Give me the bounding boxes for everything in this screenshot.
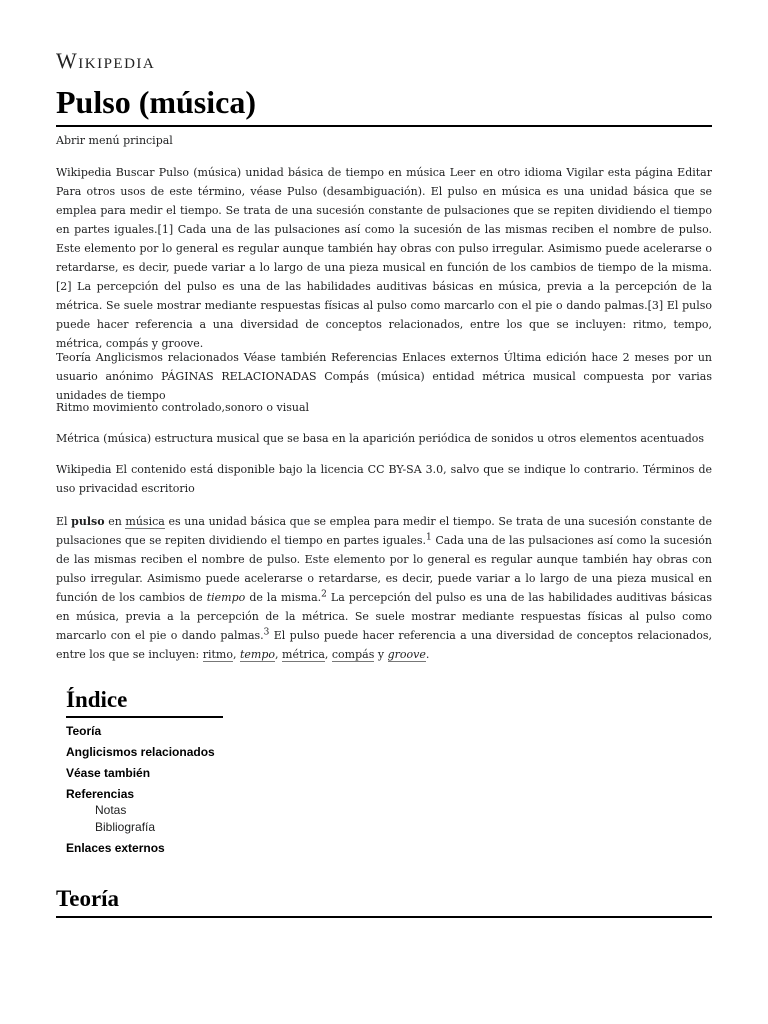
toc-item-teoria[interactable]: Teoría: [66, 724, 102, 738]
table-of-contents: [66, 684, 366, 862]
toc-item-anglicismos[interactable]: Anglicismos relacionados: [66, 745, 215, 759]
related-ritmo-paragraph: Ritmo movimiento controlado,sonoro o visual: [56, 401, 310, 414]
intro-text: Cada una de las pulsaciones así como la sucesión de las mismas reciben el nombre de pulso. Este elemento por lo general es regular aunque también hay obras con pulso irregular. Asimismo puede acelerarse o retardarse, es decir, puede variar a lo largo de una pieza musical en función de los cambios de: [56, 534, 712, 604]
toc-item-referencias[interactable]: [66, 787, 366, 834]
toc-divider: [66, 716, 223, 718]
link-tempo-text: tempo: [239, 648, 276, 661]
link-groove[interactable]: [388, 648, 426, 662]
separator: y: [374, 648, 388, 661]
separator: ,: [275, 648, 283, 661]
title-divider: [56, 125, 712, 127]
link-groove-text: groove: [387, 648, 426, 661]
toc-item-referencias-label[interactable]: Referencias: [66, 787, 135, 801]
open-main-menu-link[interactable]: Abrir menú principal: [56, 134, 173, 147]
italic-tiempo: tiempo: [206, 591, 246, 604]
separator: ,: [324, 648, 332, 661]
toc-title: Índice: [66, 687, 128, 712]
footer-license-paragraph: Wikipedia El contenido está disponible bajo la licencia CC BY-SA 3.0, salvo que se indique lo contrario. Términos de uso privacidad escritorio: [56, 463, 712, 495]
link-ritmo[interactable]: ritmo: [202, 648, 233, 661]
toc-item-vease-tambien[interactable]: Véase también: [66, 766, 151, 780]
intro-text: El pulso puede hacer referencia a una diversidad de conceptos relacionados, entre los que se incluyen:: [56, 629, 712, 661]
related-metrica-paragraph: Métrica (música) estructura musical que se basa en la aparición periódica de sonidos u otros elementos acentuados: [56, 432, 705, 445]
section-heading-teoria: Teoría: [56, 886, 120, 911]
separator: ,: [232, 648, 240, 661]
reference-2[interactable]: 2: [321, 589, 327, 600]
intro-text: La percepción del pulso es una de las habilidades auditivas básicas en música, previa a la percepción de la métrica. Se suele mostrar mediante respuestas físicas al pulso como marcarlo con el pie o dando palmas.: [56, 591, 713, 642]
intro-text: es una unidad básica que se emplea para medir el tiempo. Se trata de una sucesión constante de pulsaciones que se repiten dividiendo el tiempo en partes iguales.: [56, 515, 712, 547]
bold-term-pulso: pulso: [71, 515, 105, 528]
wikipedia-wordmark[interactable]: Wikipedia: [56, 48, 156, 73]
link-metrica[interactable]: métrica: [282, 648, 325, 661]
reference-3[interactable]: 3: [263, 627, 270, 638]
intro-text: El: [56, 515, 72, 528]
link-compas[interactable]: compás: [331, 648, 375, 661]
toc-sublist: [95, 803, 366, 834]
related-pages-paragraph: Teoría Anglicismos relacionados Véase también Referencias Enlaces externos Última edición hace 2 meses por un usuario anónimo PÁGINAS RELACIONADAS Compás (música) entidad métrica musical compuesta por varias unidades de tiempo: [56, 351, 712, 402]
scraped-text-paragraph: Wikipedia Buscar Pulso (música) unidad básica de tiempo en música Leer en otro idioma Vigilar esta página Editar Para otros usos de este término, véase Pulso (desambiguación). El pulso en música es una unidad básica que se emplea para medir el tiempo. Se trata de una sucesión constante de pulsaciones que se repiten dividiendo el tiempo en partes iguales.[1] Cada una de las pulsaciones así como la sucesión de las mismas reciben el nombre de pulso. Este elemento por lo general es regular aunque también hay obras con pulso irregular. Asimismo puede acelerarse o retardarse, es decir, puede variar a lo largo de una pieza musical en función de los cambios de tiempo de la misma.[2] La percepción del pulso es una de las habilidades auditivas básicas en música, previa a la percepción de la métrica. Se suele mostrar mediante respuestas físicas al pulso como marcarlo con el pie o dando palmas.[3] El pulso puede hacer referencia a una diversidad de conceptos relacionados, entre los que se incluyen: ritmo, tempo, métrica, compás y groove.: [56, 166, 712, 350]
intro-text: de la misma.: [245, 591, 322, 604]
link-tempo[interactable]: [240, 648, 275, 662]
section-divider: [56, 916, 712, 918]
link-musica[interactable]: música: [125, 515, 165, 528]
toc-list: [66, 724, 366, 855]
article-intro-paragraph: [56, 512, 712, 664]
toc-subitem-bibliografia[interactable]: Bibliografía: [95, 820, 156, 834]
intro-text: .: [425, 648, 430, 661]
page-title: Pulso (música): [56, 84, 256, 120]
toc-subitem-notas[interactable]: Notas: [95, 803, 127, 817]
toc-item-enlaces-externos[interactable]: Enlaces externos: [66, 841, 165, 855]
reference-1[interactable]: 1: [426, 532, 432, 543]
intro-text: en: [104, 515, 126, 528]
